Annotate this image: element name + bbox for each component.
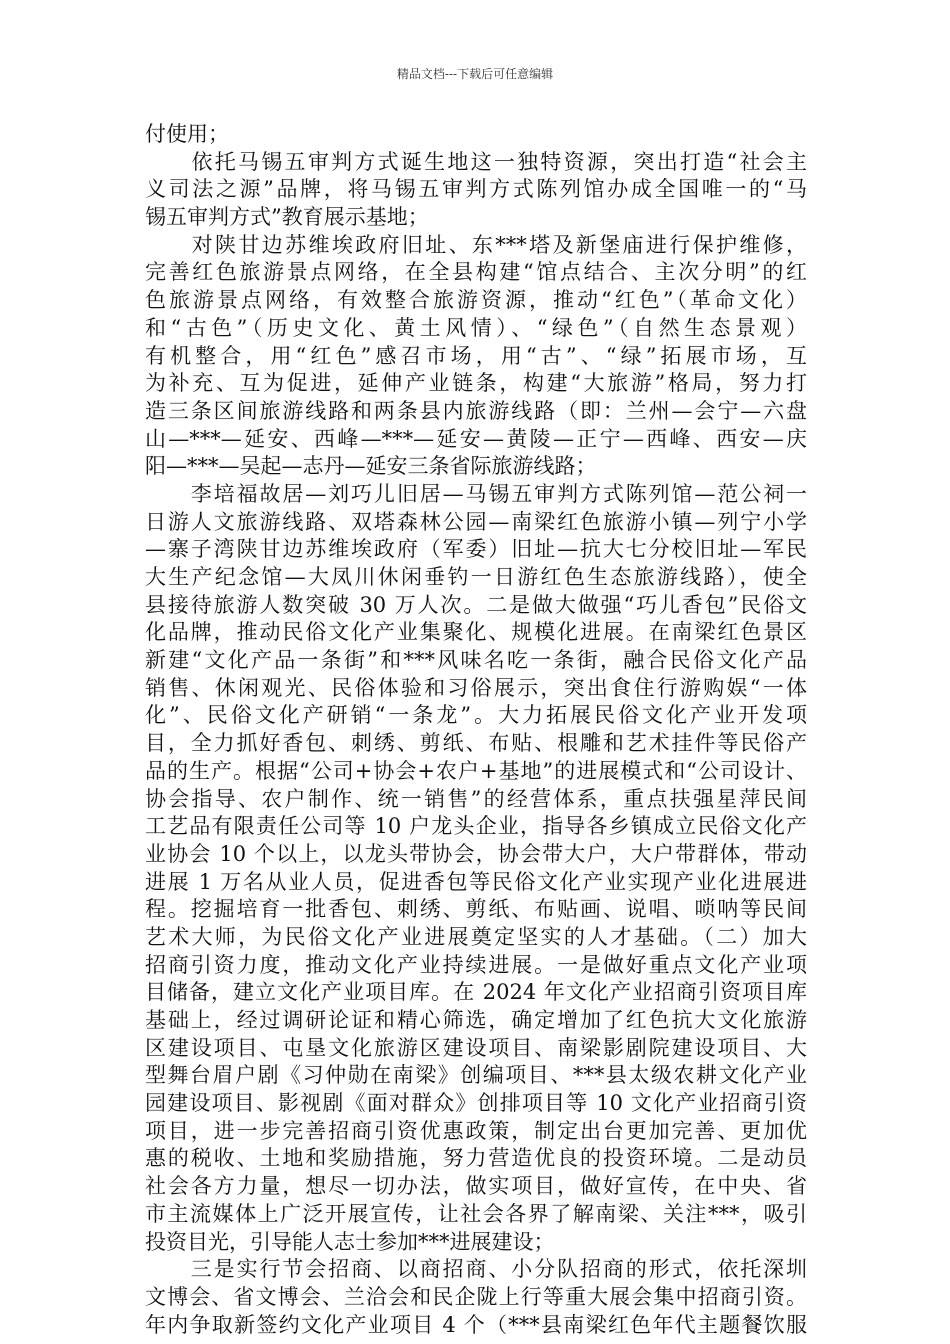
text-line: 化”、民俗文化产研销“一条龙”。大力拓展民俗文化产业开发项 (145, 703, 807, 728)
text-line: 惠的税收、土地和奖励措施，努力营造优良的投资环境。二是动员 (145, 1146, 807, 1171)
text-line: 目，全力抓好香包、刺绣、剪纸、布贴、根雕和艺术挂件等民俗产 (145, 731, 807, 756)
text-line: 三是实行节会招商、以商招商、小分队招商的形式，依托深圳 (145, 1257, 807, 1282)
text-line: 项目，进一步完善招商引资优惠政策，制定出台更加完善、更加优 (145, 1118, 807, 1143)
text-line: 协会指导、农户制作、统一销售”的经营体系，重点扶强星萍民间 (145, 786, 807, 811)
text-line: 区建设项目、屯垦文化旅游区建设项目、南梁影剧院建设项目、大 (145, 1035, 807, 1060)
text-line: 为补充、互为促进，延伸产业链条，构建“大旅游”格局，努力打 (145, 371, 807, 396)
text-line: 园建设项目、影视剧《面对群众》创排项目等 10 文化产业招商引资 (145, 1091, 807, 1116)
text-line: 锡五审判方式”教育展示基地； (145, 205, 429, 230)
text-line: 付使用； (145, 122, 229, 146)
text-line: 日游人文旅游线路、双塔森林公园—南梁红色旅游小镇—列宁小学 (145, 509, 807, 534)
text-line: —寨子湾陕甘边苏维埃政府（军委）旧址—抗大七分校旧址—军民 (145, 537, 807, 562)
text-line: 色旅游景点网络，有效整合旅游资源，推动“红色”（革命文化） (145, 288, 807, 313)
text-line: 对陕甘边苏维埃政府旧址、东***塔及新堡庙进行保护维修， (145, 232, 807, 257)
text-line: 品的生产。根据“公司+协会+农户+基地”的进展模式和“公司设计、 (145, 758, 807, 783)
text-line: 年内争取新签约文化产业项目 4 个（***县南梁红色年代主题餐饮服 (145, 1312, 807, 1337)
text-line: 有机整合，用“红色”感召市场，用“古”、“绿”拓展市场，互 (145, 343, 807, 368)
text-line: 进展 1 万名从业人员，促进香包等民俗文化产业实现产业化进展进 (145, 869, 807, 894)
text-line: 基础上，经过调研论证和精心筛选，确定增加了红色抗大文化旅游 (145, 1008, 807, 1032)
text-line: 和“古色”（历史文化、黄土风情）、“绿色”（自然生态景观） (145, 315, 807, 340)
document-body (145, 121, 807, 1339)
text-line: 业协会 10 个以上，以龙头带协会，协会带大户，大户带群体，带动 (145, 841, 807, 866)
text-line: 完善红色旅游景点网络，在全县构建“馆点结合、主次分明”的红 (145, 260, 807, 285)
text-line: 文博会、省文博会、兰洽会和民企陇上行等重大展会集中招商引资。 (145, 1284, 807, 1309)
text-line: 工艺品有限责任公司等 10 户龙头企业，指导各乡镇成立民俗文化产 (145, 814, 807, 839)
text-line: 投资目光，引导能人志士参加***进展建设； (145, 1229, 555, 1254)
page-header: 精品文档---下载后可任意编辑 (396, 67, 554, 81)
text-line: 化品牌，推动民俗文化产业集聚化、规模化进展。在南梁红色景区 (145, 620, 807, 645)
text-line: 大生产纪念馆—大凤川休闲垂钓一日游红色生态旅游线路），使全 (145, 565, 807, 589)
text-line: 型舞台眉户剧《习仲勋在南梁》创编项目、***县太级农耕文化产业 (145, 1063, 807, 1088)
text-line: 目储备，建立文化产业项目库。在 2024 年文化产业招商引资项目库 (145, 980, 807, 1005)
text-line: 销售、休闲观光、民俗体验和习俗展示，突出食住行游购娱“一体 (145, 675, 807, 700)
text-line: 招商引资力度，推动文化产业持续进展。一是做好重点文化产业项 (145, 952, 807, 977)
text-line: 市主流媒体上广泛开展宣传，让社会各界了解南梁、关注***，吸引 (145, 1201, 807, 1226)
text-line: 依托马锡五审判方式诞生地这一独特资源，突出打造“社会主 (145, 149, 807, 174)
text-line: 社会各方力量，想尽一切办法，做实项目，做好宣传，在中央、省 (145, 1174, 807, 1199)
text-line: 阳—***—吴起—志丹—延安三条省际旅游线路； (145, 454, 597, 479)
text-line: 山—***—延安、西峰—***—延安—黄陵—正宁—西峰、西安—庆 (145, 426, 807, 451)
text-line: 县接待旅游人数突破 30 万人次。二是做大做强“巧儿香包”民俗文 (145, 592, 807, 617)
text-line: 艺术大师，为民俗文化产业进展奠定坚实的人才基础。（二）加大 (145, 924, 807, 949)
text-line: 程。挖掘培育一批香包、刺绣、剪纸、布贴画、说唱、唢呐等民间 (145, 897, 807, 922)
text-line: 李培福故居—刘巧儿旧居—马锡五审判方式陈列馆—范公祠一 (145, 481, 807, 506)
text-line: 新建“文化产品一条街”和***风味名吃一条街，融合民俗文化产品 (145, 648, 807, 673)
text-line: 义司法之源”品牌，将马锡五审判方式陈列馆办成全国唯一的“马 (145, 177, 807, 202)
text-line: 造三条区间旅游线路和两条县内旅游线路（即：兰州—会宁—六盘 (145, 398, 807, 423)
